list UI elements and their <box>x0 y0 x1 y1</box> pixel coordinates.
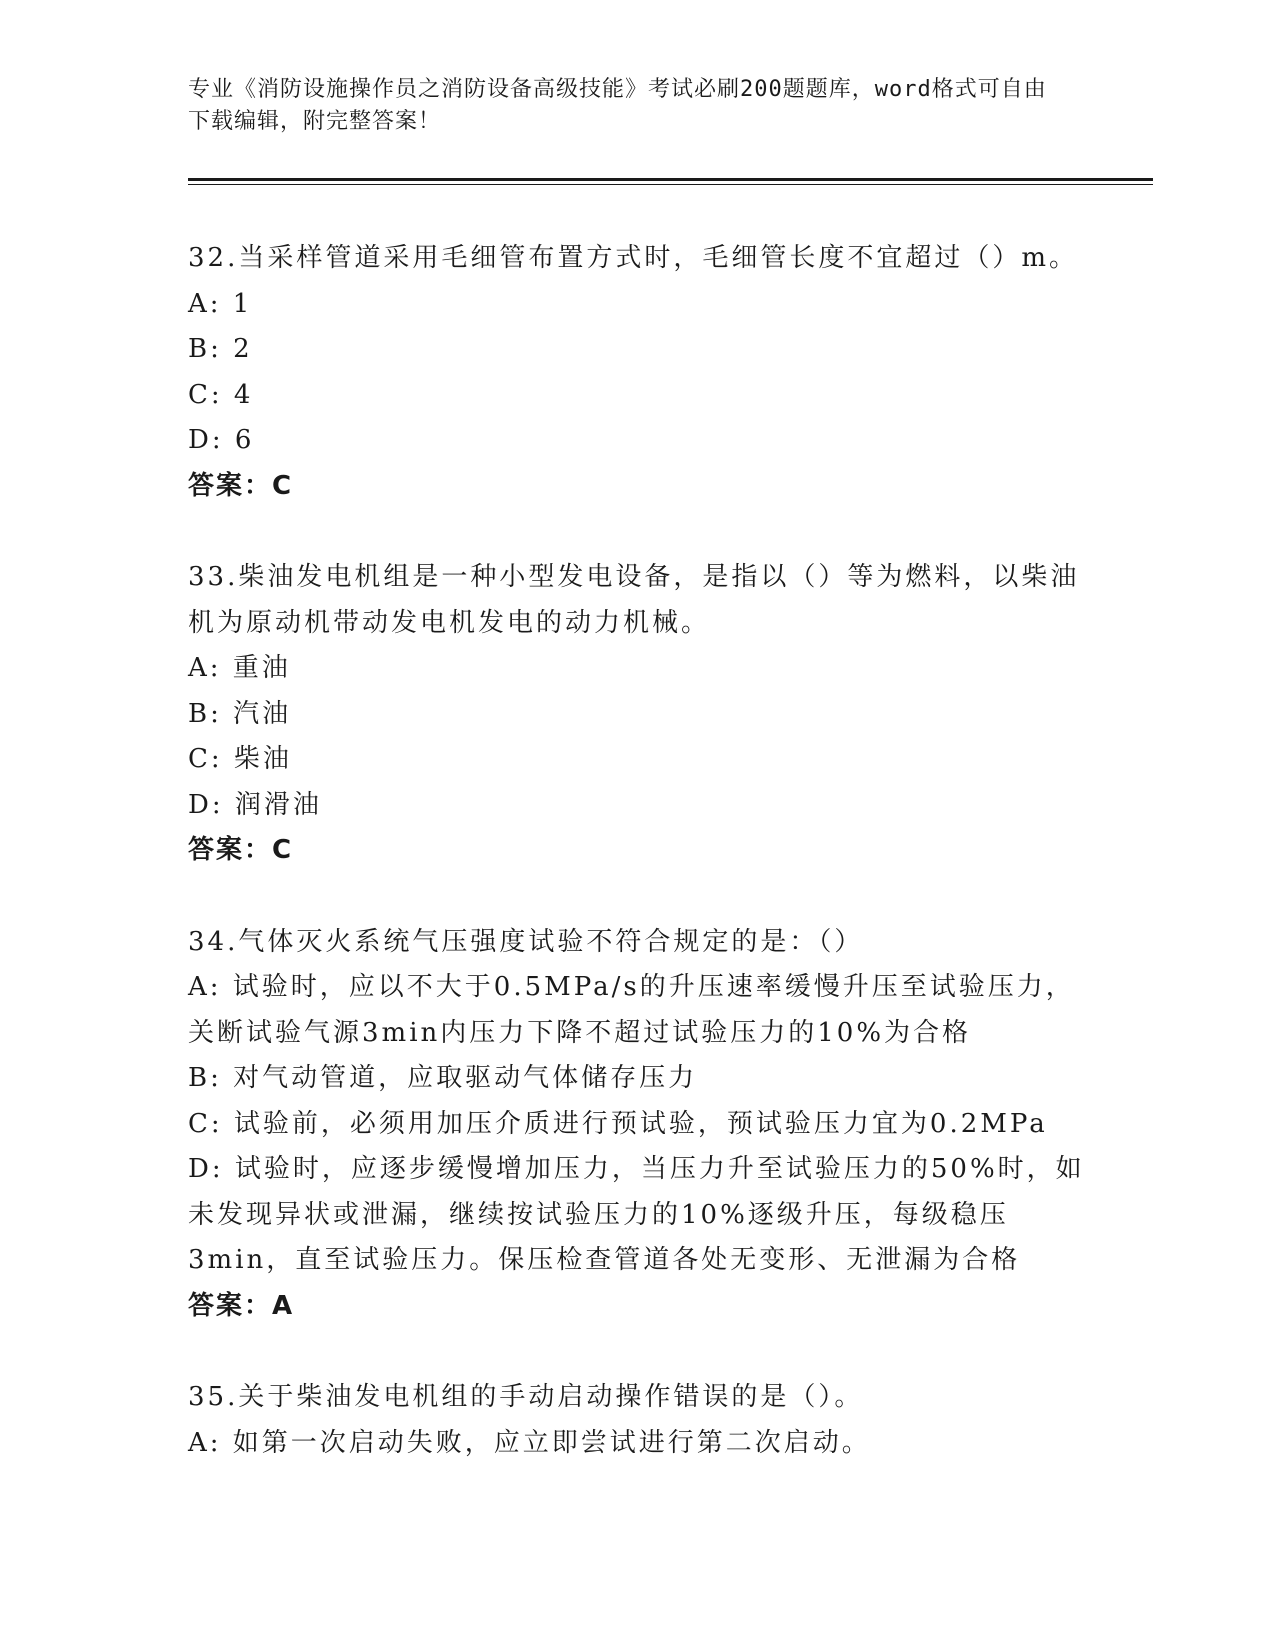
question-stem: 32.当采样管道采用毛细管布置方式时，毛细管长度不宜超过（）m。 <box>188 243 1079 273</box>
header-divider-thin <box>188 184 1153 185</box>
option-c: C: 试验前，必须用加压介质进行预试验，预试验压力宜为0.2MPa <box>188 1108 1048 1139</box>
option-d: D: 试验时，应逐步缓慢增加压力，当压力升至试验压力的50%时，如未发现异状或泄漏，继续按试验压力的10%逐级升压，每级稳压3min，直至试验压力。保压检查管道各处无变形、无泄漏为合格 <box>188 1154 1085 1275</box>
option-a: A: 重油 <box>188 653 291 683</box>
answer-label: 答案：C <box>188 835 294 865</box>
option-b: B: 汽油 <box>188 698 292 729</box>
answer-label: 答案：A <box>188 1290 295 1321</box>
option-a: A: 如第一次启动失败，应立即尝试进行第二次启动。 <box>188 1427 871 1458</box>
option-c: C: 柴油 <box>188 744 292 774</box>
question-33 <box>188 555 1088 874</box>
option-d: D: 6 <box>188 425 255 455</box>
option-b: B: 2 <box>188 334 253 364</box>
option-c: C: 4 <box>188 379 254 410</box>
option-d: D: 润滑油 <box>188 789 322 820</box>
answer-label: 答案：C <box>188 470 294 501</box>
question-stem: 35.关于柴油发电机组的手动启动操作错误的是（）。 <box>188 1382 864 1412</box>
option-b: B: 对气动管道，应取驱动气体储存压力 <box>188 1063 698 1093</box>
option-a: A: 试验时，应以不大于0.5MPa/s的升压速率缓慢升压至试验压力，关断试验气源3min内压力下降不超过试验压力的10%为合格 <box>188 972 1075 1048</box>
question-34 <box>188 920 1088 1330</box>
header-divider-thick <box>188 178 1153 181</box>
question-list <box>188 236 1088 1512</box>
question-35 <box>188 1375 1088 1466</box>
question-32 <box>188 236 1088 509</box>
option-a: A: 1 <box>188 288 253 319</box>
question-stem: 33.柴油发电机组是一种小型发电设备，是指以（）等为燃料，以柴油机为原动机带动发电机发电的动力机械。 <box>188 562 1080 638</box>
question-stem: 34.气体灭火系统气压强度试验不符合规定的是：（） <box>188 926 864 957</box>
document-header: 专业《消防设施操作员之消防设备高级技能》考试必刷200题题库，word格式可自由下载编辑，附完整答案！ <box>188 77 1047 134</box>
